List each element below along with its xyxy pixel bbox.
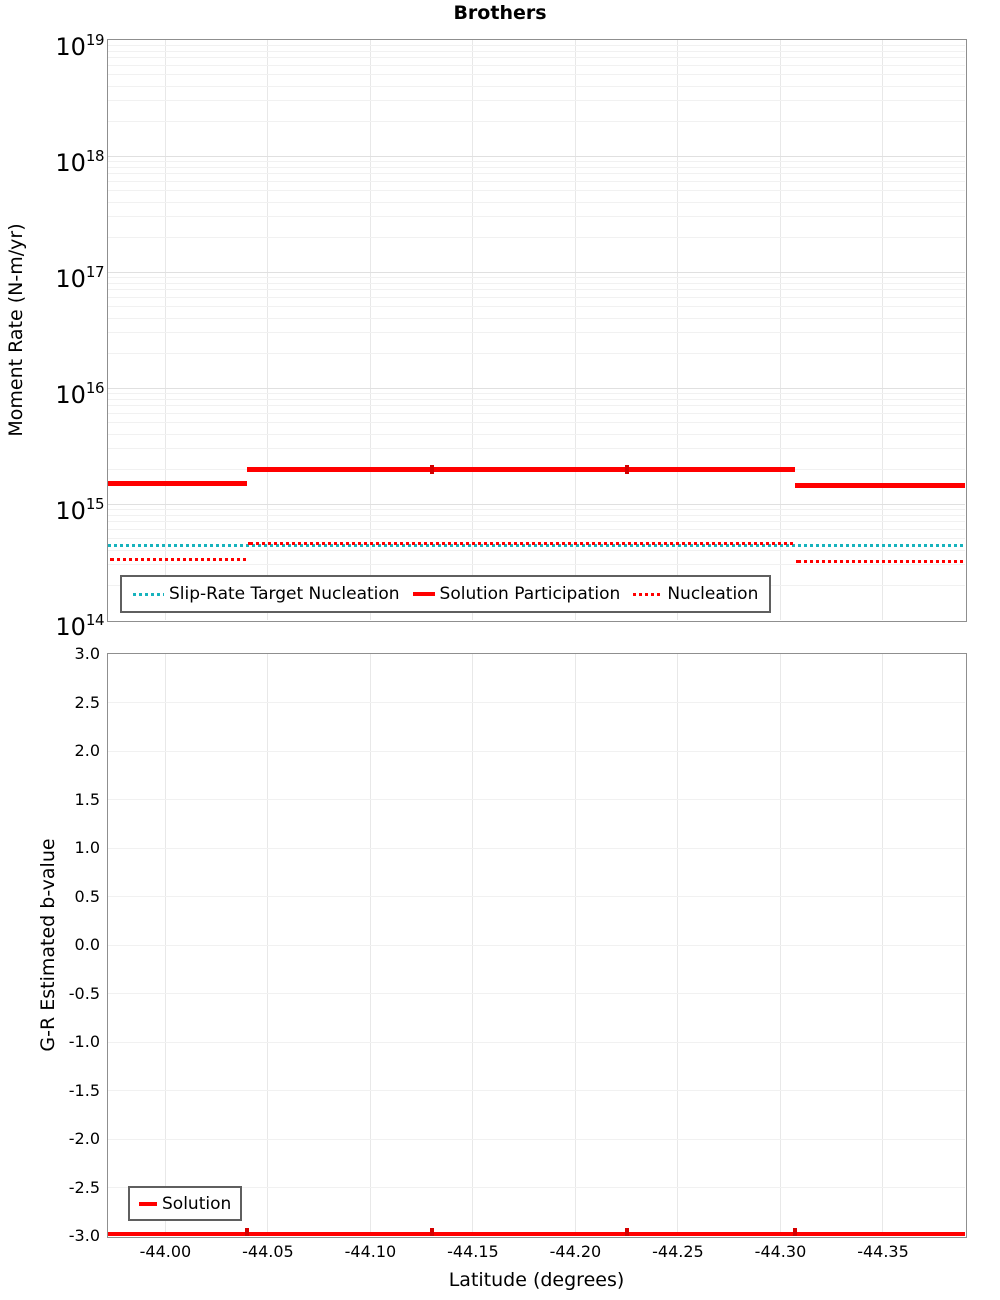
y-tick-label-b-value: 1.5 — [74, 789, 100, 809]
legend-entry-solution — [139, 1194, 231, 1214]
y-tick-label-b-value: -3.0 — [68, 1226, 100, 1245]
gridline-vertical — [882, 40, 883, 620]
y-tick-label-b-value: -1.0 — [68, 1032, 100, 1051]
legend-label: Slip-Rate Target Nucleation — [169, 584, 400, 604]
b-value-panel-border — [107, 653, 967, 1238]
y-tick-label-moment-rate: $10^{17}$ — [55, 263, 104, 293]
gridline-horizontal — [108, 751, 965, 752]
gridline-vertical — [370, 40, 371, 620]
gridline-horizontal — [108, 1139, 965, 1140]
section-boundary-mark — [793, 1228, 797, 1236]
gridline-log-major — [108, 272, 965, 273]
gridline-log-minor — [108, 448, 965, 449]
series-nucleation — [108, 558, 247, 561]
gridline-vertical — [472, 40, 473, 620]
gridline-log-minor — [108, 173, 965, 174]
gridline-horizontal — [108, 1090, 965, 1091]
series-nucleation — [795, 560, 965, 563]
x-tick-label: -44.05 — [242, 1242, 294, 1261]
b-value-legend — [128, 1186, 242, 1221]
gridline-log-minor — [108, 297, 965, 298]
x-tick-label: -44.10 — [344, 1242, 397, 1261]
gridline-horizontal — [108, 848, 965, 849]
y-tick-label-moment-rate: $10^{16}$ — [55, 379, 104, 409]
gridline-log-minor — [108, 283, 965, 284]
gridline-log-minor — [108, 509, 965, 510]
gridline-log-minor — [108, 399, 965, 400]
solid-line-icon — [139, 1202, 157, 1206]
gridline-log-minor — [108, 306, 965, 307]
gridline-log-minor — [108, 564, 965, 565]
series-solution-participation — [108, 481, 247, 486]
gridline-log-minor — [108, 74, 965, 75]
gridline-log-minor — [108, 277, 965, 278]
y-tick-label-b-value: -1.5 — [68, 1080, 100, 1100]
gridline-log-minor — [108, 202, 965, 203]
y-tick-label-b-value: -2.5 — [68, 1177, 100, 1197]
y-tick-label-b-value: 3.0 — [74, 644, 100, 663]
gridline-horizontal — [108, 799, 965, 800]
gridline-log-minor — [108, 167, 965, 168]
chart-title: Brothers — [453, 2, 547, 24]
gridline-log-minor — [108, 190, 965, 191]
y-tick-label-b-value: 1.0 — [74, 838, 100, 857]
section-boundary-mark — [245, 1228, 249, 1236]
legend-entry-slip-rate-target — [133, 584, 400, 604]
section-boundary-mark — [625, 1228, 629, 1236]
gridline-vertical — [780, 40, 781, 620]
x-tick-label: -44.25 — [652, 1242, 704, 1261]
series-nucleation — [247, 542, 794, 545]
y-tick-label-b-value: 0.0 — [74, 935, 100, 954]
y-axis-label-b-value: G-R Estimated b-value — [37, 838, 59, 1052]
gridline-horizontal — [108, 702, 965, 703]
gridline-horizontal — [108, 945, 965, 946]
gridline-log-minor — [108, 405, 965, 406]
gridline-log-minor — [108, 237, 965, 238]
gridline-horizontal — [108, 993, 965, 994]
gridline-vertical — [677, 40, 678, 620]
gridline-log-minor — [108, 521, 965, 522]
section-boundary-mark — [430, 465, 434, 474]
y-tick-label-moment-rate: $10^{18}$ — [55, 147, 104, 177]
gridline-log-minor — [108, 353, 965, 354]
section-boundary-mark — [625, 465, 629, 474]
legend-entry-nucleation — [633, 584, 758, 604]
gridline-log-major — [108, 504, 965, 505]
y-tick-label-moment-rate: $10^{19}$ — [55, 31, 104, 61]
gridline-log-minor — [108, 181, 965, 182]
y-tick-label-b-value: 0.5 — [74, 886, 100, 906]
solid-line-icon — [413, 592, 435, 596]
x-tick-label: -44.35 — [857, 1242, 909, 1261]
series-solution-b-value — [108, 1232, 965, 1236]
gridline-log-major — [108, 388, 965, 389]
gridline-log-minor — [108, 100, 965, 101]
section-boundary-mark — [430, 1228, 434, 1236]
gridline-log-minor — [108, 515, 965, 516]
gridline-log-major — [108, 156, 965, 157]
gridline-log-minor — [108, 529, 965, 530]
x-tick-label: -44.30 — [754, 1242, 807, 1261]
gridline-log-minor — [108, 51, 965, 52]
series-solution-participation — [247, 467, 794, 472]
legend-entry-solution-participation — [413, 584, 621, 604]
x-tick-label: -44.20 — [549, 1242, 602, 1261]
dotted-line-icon — [633, 593, 662, 596]
y-tick-label-moment-rate: $10^{15}$ — [55, 495, 104, 525]
gridline-log-minor — [108, 422, 965, 423]
gridline-log-minor — [108, 318, 965, 319]
gridline-log-minor — [108, 550, 965, 551]
gridline-log-minor — [108, 332, 965, 333]
series-solution-participation — [795, 483, 965, 488]
gridline-log-minor — [108, 434, 965, 435]
x-tick-label: -44.15 — [447, 1242, 499, 1261]
gridline-log-minor — [108, 216, 965, 217]
gridline-vertical — [575, 40, 576, 620]
gridline-log-minor — [108, 121, 965, 122]
gridline-vertical — [267, 40, 268, 620]
gridline-log-minor — [108, 65, 965, 66]
gridline-horizontal — [108, 896, 965, 897]
y-tick-label-b-value: 2.0 — [74, 741, 100, 760]
legend-label: Nucleation — [667, 584, 759, 604]
y-tick-label-b-value: -0.5 — [68, 983, 100, 1003]
moment-rate-panel-border — [107, 39, 967, 622]
gridline-log-minor — [108, 161, 965, 162]
gridline-vertical — [165, 40, 166, 620]
gridline-log-minor — [108, 289, 965, 290]
moment-rate-legend — [120, 575, 771, 613]
dotted-line-icon — [133, 593, 164, 596]
gridline-log-minor — [108, 538, 965, 539]
legend-label: Solution — [162, 1193, 232, 1214]
x-axis-label: Latitude (degrees) — [448, 1269, 625, 1291]
gridline-log-minor — [108, 413, 965, 414]
y-tick-label-b-value: -2.0 — [68, 1129, 100, 1148]
legend-label: Solution Participation — [439, 584, 621, 604]
gridline-log-minor — [108, 393, 965, 394]
y-tick-label-moment-rate: $10^{14}$ — [55, 611, 104, 641]
x-tick-label: -44.00 — [139, 1242, 192, 1261]
y-axis-label-moment-rate: Moment Rate (N-m/yr) — [5, 223, 27, 437]
y-tick-label-b-value: 2.5 — [74, 692, 100, 712]
gridline-log-minor — [108, 57, 965, 58]
gridline-log-minor — [108, 45, 965, 46]
gridline-horizontal — [108, 1042, 965, 1043]
gridline-log-minor — [108, 86, 965, 87]
